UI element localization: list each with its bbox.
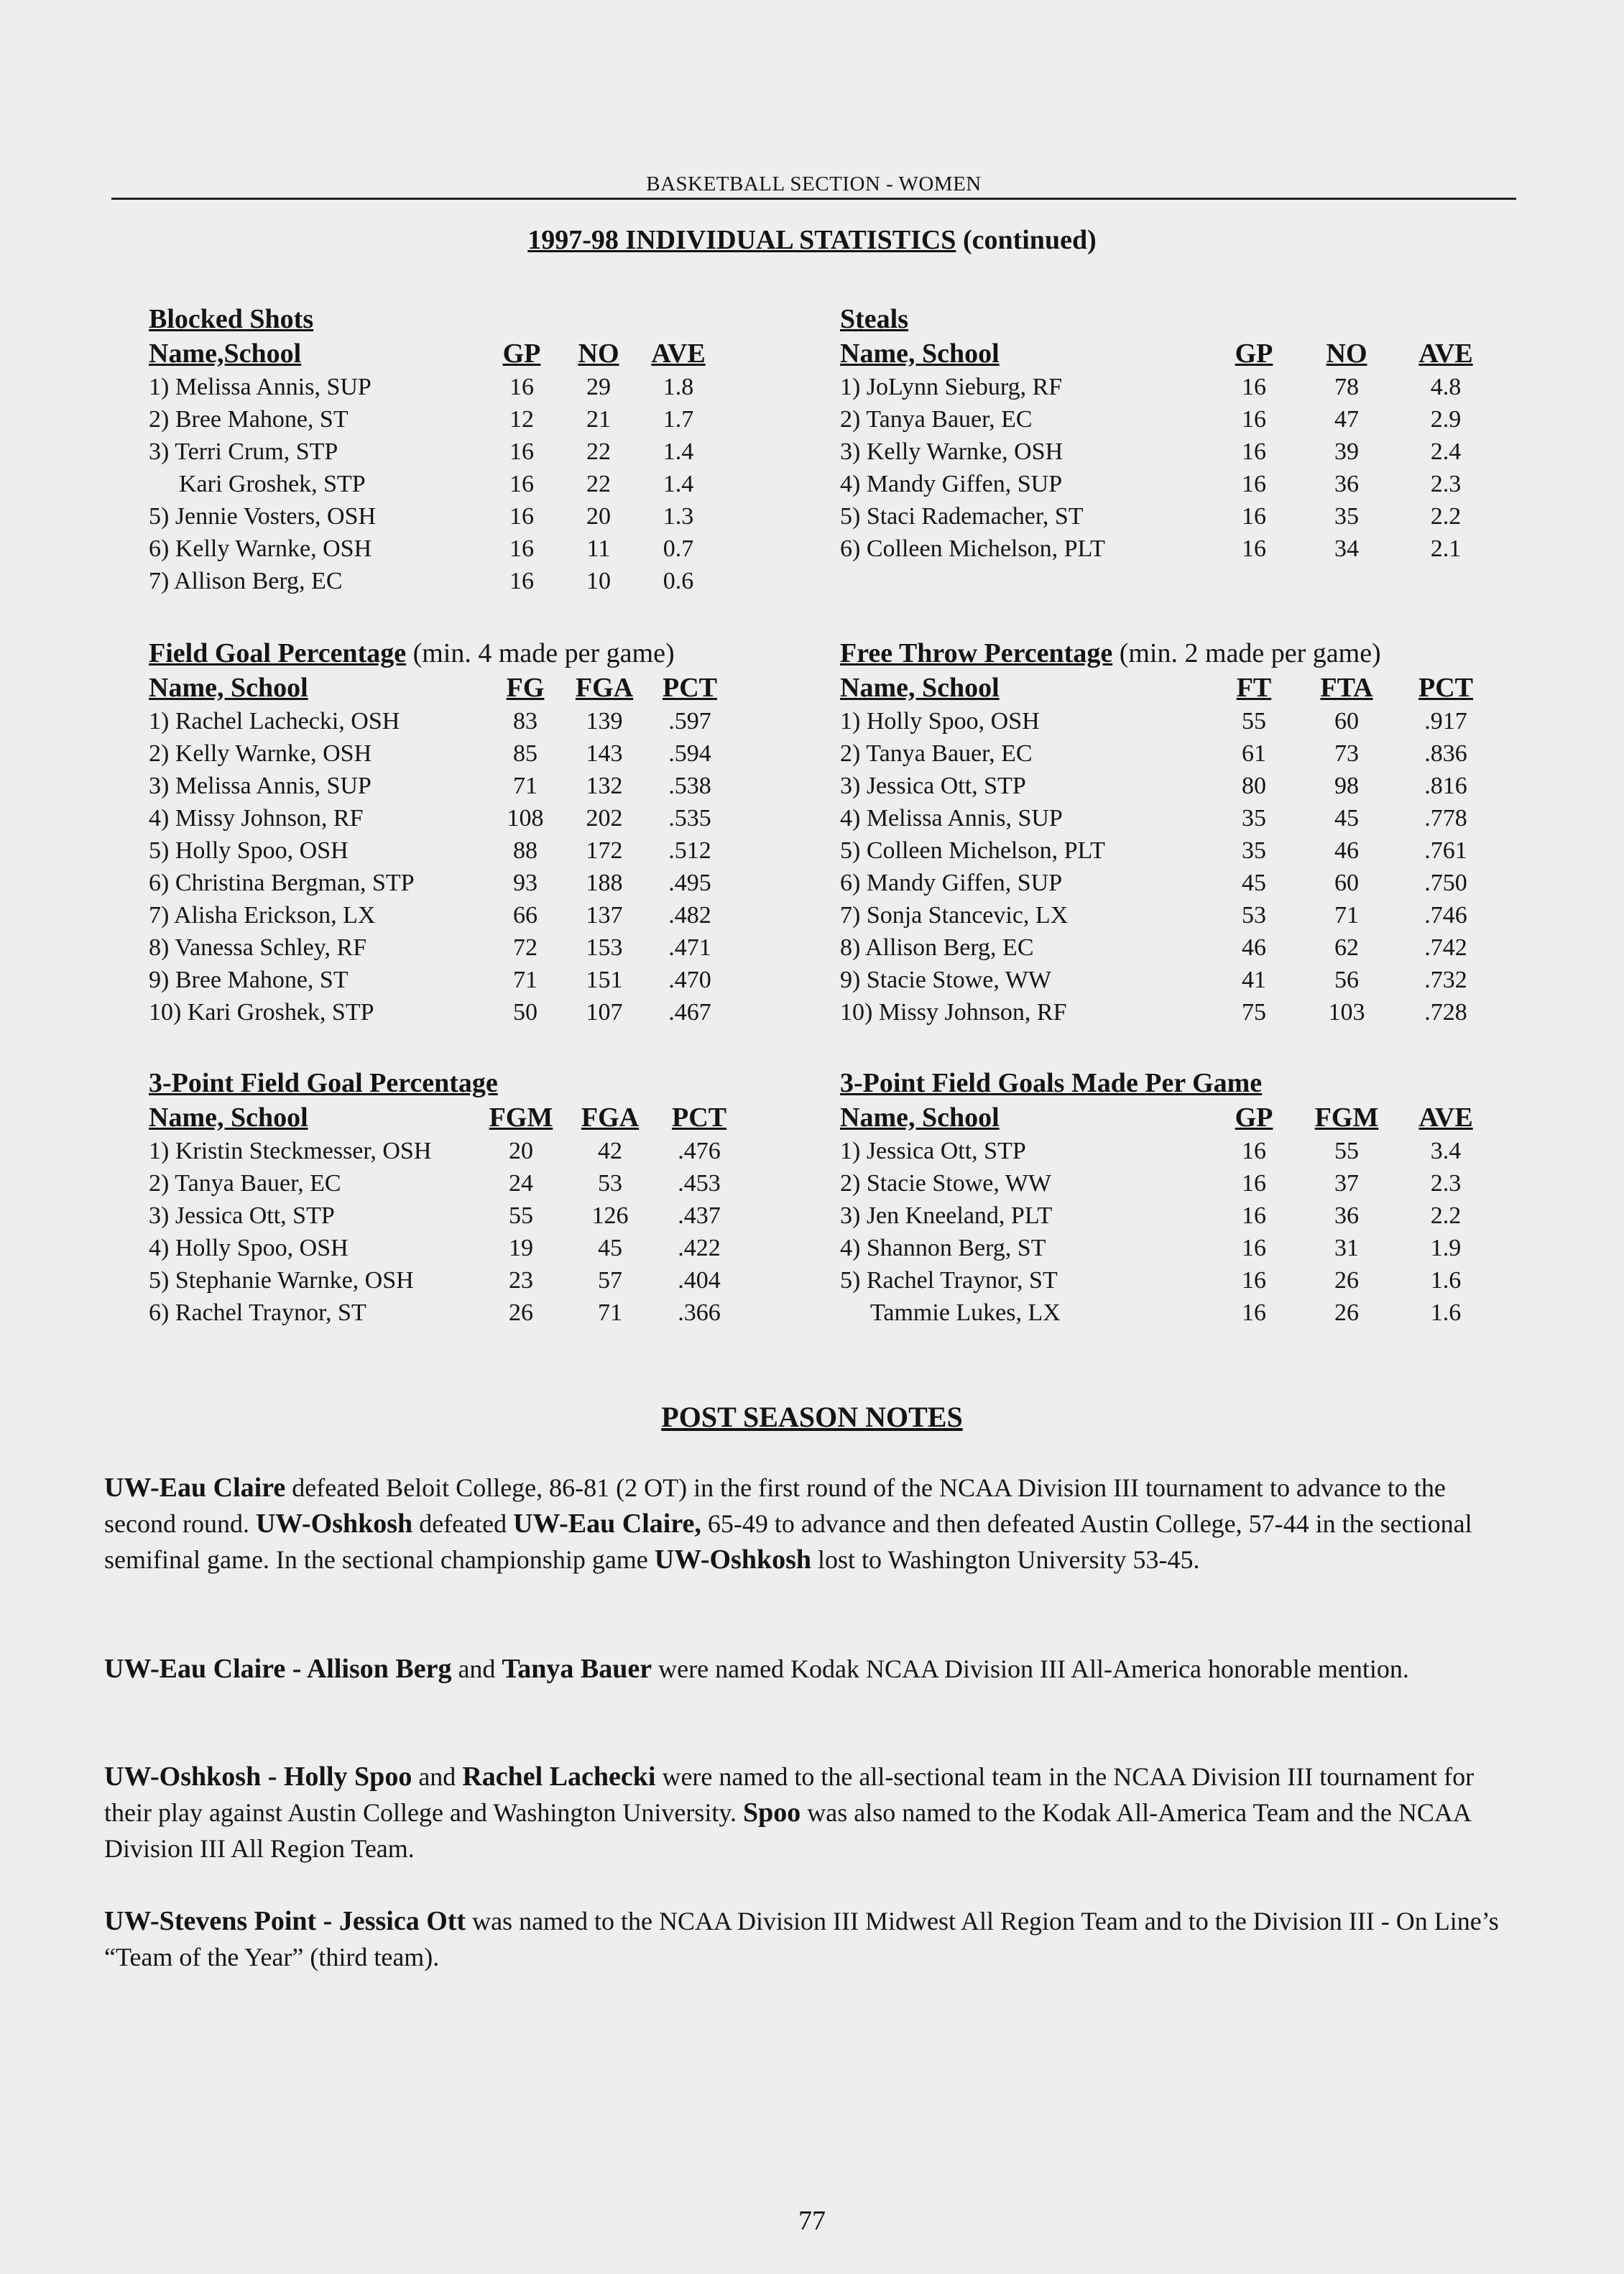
player-name-cell: 6) Rachel Traynor, ST [149,1299,366,1326]
post-season-note-4: UW-Stevens Point - Jessica Ott was named to the NCAA Division III Midwest All Region Team and to the Division III - On Line’s “Team of the Year” (third team). [104,1906,1499,1971]
stat-cell: 26 [1334,1267,1359,1294]
player-name-cell: 3) Jen Kneeland, PLT [840,1202,1053,1229]
player-name-cell: 6) Christina Bergman, STP [149,870,415,896]
stat-cell: 126 [591,1202,629,1229]
player-name-cell: 5) Colleen Michelson, PLT [840,837,1105,864]
stat-cell: 45 [1242,870,1266,896]
post-season-notes-title: POST SEASON NOTES [661,1401,963,1433]
stat-cell: 26 [509,1299,533,1326]
field-goal-pct-block [149,636,729,1028]
stat-cell: 37 [1334,1170,1359,1197]
table-row [840,1264,1492,1297]
stat-cell: .366 [678,1299,721,1326]
player-name-cell: 4) Holly Spoo, OSH [149,1235,349,1261]
stat-cell: 46 [1334,837,1359,864]
player-name-cell: 2) Tanya Bauer, EC [840,740,1033,767]
table-row [840,436,1492,468]
column-header: PCT [672,1103,726,1133]
table-row [149,867,729,899]
table-header-row [149,1100,742,1135]
table-row [149,1167,742,1200]
stat-cell: 20 [586,503,611,530]
stat-cell: 1.6 [1430,1267,1462,1294]
table-row [840,802,1492,834]
stat-cell: 29 [586,374,611,400]
column-header: FT [1236,673,1272,703]
stat-cell: .538 [668,773,711,799]
stat-cell: 3.4 [1430,1138,1462,1164]
table-row [149,1264,742,1297]
stat-cell: 16 [1242,535,1266,562]
table-row [149,565,718,597]
stat-cell: 16 [1242,1138,1266,1164]
stat-cell: 2.1 [1430,535,1462,562]
table-header-row [840,1100,1492,1135]
stat-cell: 24 [509,1170,533,1197]
player-name-cell: 8) Allison Berg, EC [840,934,1034,961]
stat-cell: 73 [1334,740,1359,767]
stat-cell: 16 [509,568,534,594]
column-header: FGA [575,673,634,703]
stat-cell: 66 [513,902,538,929]
table-row [149,1232,742,1264]
player-name-cell: Kari Groshek, STP [179,471,366,497]
stat-cell: .471 [668,934,711,961]
three-pt-made-title: 3-Point Field Goals Made Per Game [840,1068,1263,1098]
stat-cell: .742 [1424,934,1467,961]
stat-cell: 0.7 [663,535,694,562]
column-header: FGA [581,1103,640,1133]
stat-cell: 153 [586,934,623,961]
table-row [149,931,729,964]
stat-cell: 1.7 [663,406,694,433]
stat-cell: 172 [586,837,623,864]
stat-cell: 71 [513,967,538,993]
stat-cell: 35 [1242,805,1266,832]
stat-cell: 16 [1242,1299,1266,1326]
field-goal-pct-title: Field Goal Percentage (min. 4 made per game) [149,638,675,668]
stat-cell: 11 [586,535,611,562]
column-header: FGM [489,1103,553,1133]
table-row [149,802,729,834]
player-name-cell: 6) Mandy Giffen, SUP [840,870,1063,896]
stat-cell: 88 [513,837,538,864]
stat-cell: 22 [586,438,611,465]
stat-cell: 1.4 [663,438,694,465]
player-name-cell: 10) Missy Johnson, RF [840,999,1067,1026]
table-row [149,1297,742,1329]
column-header: Name, School [840,1103,1000,1133]
blocked-shots-title: Blocked Shots [149,304,314,334]
player-name-cell: 4) Melissa Annis, SUP [840,805,1063,832]
column-header: FTA [1320,673,1373,703]
page-title [0,224,1624,256]
player-name-cell: 1) Holly Spoo, OSH [840,708,1040,735]
stat-cell: 103 [1328,999,1365,1026]
stat-cell: 45 [1334,805,1359,832]
table-row [149,996,729,1028]
three-pt-pct-table [149,1100,742,1329]
stat-cell: 23 [509,1267,533,1294]
stat-cell: .594 [668,740,711,767]
column-header: PCT [1418,673,1473,703]
stat-cell: .836 [1424,740,1467,767]
blocked-shots-table [149,336,718,597]
player-name-cell: 3) Jessica Ott, STP [149,1202,335,1229]
player-name-cell: 2) Stacie Stowe, WW [840,1170,1051,1197]
table-row [840,533,1492,565]
stat-cell: 16 [1242,438,1266,465]
stat-cell: 72 [513,934,538,961]
stat-cell: 16 [1242,1267,1266,1294]
page-title-main: 1997-98 INDIVIDUAL STATISTICS [527,225,956,255]
table-row [840,403,1492,436]
player-name-cell: 6) Colleen Michelson, PLT [840,535,1105,562]
post-season-note-2: UW-Eau Claire - Allison Berg and Tanya Bauer were named Kodak NCAA Division III All-America honorable mention. [104,1654,1409,1684]
table-header-row [840,336,1492,371]
stat-cell: 0.6 [663,568,694,594]
stat-cell: 98 [1334,773,1359,799]
post-season-note-1: UW-Eau Claire defeated Beloit College, 86-81 (2 OT) in the first round of the NCAA Division III tournament to advance to the second round. UW-Oshkosh defeated UW-Eau Claire, 65-49 to advance and then defeated Austin College, 57-44 in the sectional semifinal game. In the sectional championship game UW-Oshkosh lost to Washington University 53-45. [104,1473,1472,1575]
player-name-cell: Tammie Lukes, LX [870,1299,1061,1326]
player-name-cell: 5) Staci Rademacher, ST [840,503,1084,530]
table-row [149,371,718,403]
stat-cell: 151 [586,967,623,993]
stat-cell: 71 [513,773,538,799]
stat-cell: 57 [598,1267,622,1294]
column-header: Name,School [149,339,302,369]
stat-cell: 137 [586,902,623,929]
stat-cell: 21 [586,406,611,433]
stat-cell: .495 [668,870,711,896]
column-header: AVE [1418,1103,1473,1133]
stat-cell: .761 [1424,837,1467,864]
player-name-cell: 5) Jennie Vosters, OSH [149,503,377,530]
stat-cell: 55 [1242,708,1266,735]
player-name-cell: 7) Alisha Erickson, LX [149,902,376,929]
stat-cell: 35 [1242,837,1266,864]
player-name-cell: 9) Bree Mahone, ST [149,967,349,993]
column-header: Name, School [149,673,308,703]
player-name-cell: 5) Stephanie Warnke, OSH [149,1267,414,1294]
stat-cell: 16 [1242,1170,1266,1197]
steals-title: Steals [840,304,908,334]
stat-cell: 80 [1242,773,1266,799]
three-pt-made-table [840,1100,1492,1329]
stat-cell: 36 [1334,471,1359,497]
stat-cell: 60 [1334,870,1359,896]
table-row [149,1200,742,1232]
stat-cell: .732 [1424,967,1467,993]
stat-cell: 132 [586,773,623,799]
stat-cell: 62 [1334,934,1359,961]
column-header: GP [1235,339,1273,369]
stat-cell: 16 [1242,374,1266,400]
stat-cell: 41 [1242,967,1266,993]
table-row [840,468,1492,500]
table-row [149,834,729,867]
stat-cell: .750 [1424,870,1467,896]
player-name-cell: 5) Rachel Traynor, ST [840,1267,1058,1294]
table-row [840,996,1492,1028]
player-name-cell: 3) Jessica Ott, STP [840,773,1026,799]
steals-block [840,302,1492,565]
player-name-cell: 10) Kari Groshek, STP [149,999,374,1026]
table-row [840,371,1492,403]
table-header-row [149,336,718,371]
player-name-cell: 3) Kelly Warnke, OSH [840,438,1064,465]
table-row [840,867,1492,899]
stat-cell: 108 [507,805,544,832]
stat-cell: 34 [1334,535,1359,562]
player-name-cell: 2) Kelly Warnke, OSH [149,740,372,767]
stat-cell: 2.2 [1430,503,1462,530]
stat-cell: 1.4 [663,471,694,497]
table-row [840,899,1492,931]
table-row [149,899,729,931]
stat-cell: .535 [668,805,711,832]
player-name-cell: 2) Bree Mahone, ST [149,406,349,433]
player-name-cell: 2) Tanya Bauer, EC [149,1170,341,1197]
table-row [149,468,718,500]
three-pt-pct-title: 3-Point Field Goal Percentage [149,1068,498,1098]
player-name-cell: 9) Stacie Stowe, WW [840,967,1051,993]
stat-cell: 55 [1334,1138,1359,1164]
column-header: NO [578,339,619,369]
column-header: Name, School [840,339,1000,369]
stat-cell: .816 [1424,773,1467,799]
table-header-row [840,671,1492,705]
player-name-cell: 1) Kristin Steckmesser, OSH [149,1138,432,1164]
player-name-cell: 6) Kelly Warnke, OSH [149,535,372,562]
table-row [840,931,1492,964]
stat-cell: 4.8 [1430,374,1462,400]
player-name-cell: 2) Tanya Bauer, EC [840,406,1033,433]
stat-cell: .482 [668,902,711,929]
table-row [840,737,1492,770]
three-pt-pct-block [149,1066,742,1329]
player-name-cell: 7) Allison Berg, EC [149,568,343,594]
stat-cell: 16 [1242,1235,1266,1261]
blocked-shots-block [149,302,718,597]
column-header: Name, School [840,673,1000,703]
stat-cell: .778 [1424,805,1467,832]
stat-cell: 31 [1334,1235,1359,1261]
stat-cell: 22 [586,471,611,497]
table-row [840,1297,1492,1329]
stat-cell: 45 [598,1235,622,1261]
table-row [149,705,729,737]
stat-cell: .404 [678,1267,721,1294]
table-row [840,964,1492,996]
player-name-cell: 1) Jessica Ott, STP [840,1138,1026,1164]
column-header: Name, School [149,1103,308,1133]
stat-cell: 188 [586,870,623,896]
column-header: AVE [651,339,706,369]
stat-cell: 16 [1242,503,1266,530]
table-row [840,770,1492,802]
stat-cell: .476 [678,1138,721,1164]
stat-cell: 71 [598,1299,622,1326]
player-name-cell: 1) Rachel Lachecki, OSH [149,708,400,735]
table-row [840,705,1492,737]
stat-cell: 36 [1334,1202,1359,1229]
column-header: NO [1326,339,1367,369]
stat-cell: 42 [598,1138,622,1164]
player-name-cell: 8) Vanessa Schley, RF [149,934,367,961]
stat-cell: 16 [509,471,534,497]
player-name-cell: 3) Melissa Annis, SUP [149,773,372,799]
stat-cell: 16 [509,438,534,465]
table-row [149,403,718,436]
stat-cell: .470 [668,967,711,993]
table-row [840,1232,1492,1264]
stat-cell: 20 [509,1138,533,1164]
field-goal-pct-table [149,671,729,1028]
stat-cell: 139 [586,708,623,735]
table-row [149,1135,742,1167]
stat-cell: 202 [586,805,623,832]
player-name-cell: 4) Shannon Berg, ST [840,1235,1046,1261]
stat-cell: 26 [1334,1299,1359,1326]
table-row [840,834,1492,867]
stat-cell: 71 [1334,902,1359,929]
column-header: FGM [1314,1103,1379,1133]
stat-cell: 35 [1334,503,1359,530]
stat-cell: 1.9 [1430,1235,1462,1261]
stat-cell: 16 [1242,406,1266,433]
table-row [149,533,718,565]
stat-cell: .467 [668,999,711,1026]
table-row [840,500,1492,533]
stat-cell: 2.3 [1430,471,1462,497]
player-name-cell: 4) Missy Johnson, RF [149,805,364,832]
stat-cell: 46 [1242,934,1266,961]
stat-cell: 60 [1334,708,1359,735]
stat-cell: 1.6 [1430,1299,1462,1326]
table-row [149,436,718,468]
stat-cell: 2.9 [1430,406,1462,433]
table-row [840,1135,1492,1167]
stat-cell: .453 [678,1170,721,1197]
stat-cell: .437 [678,1202,721,1229]
stat-cell: 2.4 [1430,438,1462,465]
stat-cell: .422 [678,1235,721,1261]
free-throw-pct-block [840,636,1492,1028]
stat-cell: 1.8 [663,374,694,400]
stat-cell: .728 [1424,999,1467,1026]
stat-cell: 12 [509,406,534,433]
stat-cell: 2.3 [1430,1170,1462,1197]
table-header-row [149,671,729,705]
column-header: FG [506,673,545,703]
stat-cell: 143 [586,740,623,767]
player-name-cell: 5) Holly Spoo, OSH [149,837,349,864]
free-throw-pct-title: Free Throw Percentage (min. 2 made per game) [840,638,1381,668]
player-name-cell: 1) JoLynn Sieburg, RF [840,374,1063,400]
table-row [149,500,718,533]
stat-cell: 107 [586,999,623,1026]
stat-cell: 53 [598,1170,622,1197]
player-name-cell: 4) Mandy Giffen, SUP [840,471,1063,497]
stat-cell: 16 [509,503,534,530]
column-header: AVE [1418,339,1473,369]
stat-cell: 1.3 [663,503,694,530]
stat-cell: 47 [1334,406,1359,433]
stat-cell: 39 [1334,438,1359,465]
stat-cell: 75 [1242,999,1266,1026]
player-name-cell: 7) Sonja Stancevic, LX [840,902,1069,929]
stat-cell: 93 [513,870,538,896]
stat-cell: 16 [509,535,534,562]
table-row [149,737,729,770]
stat-cell: .512 [668,837,711,864]
table-row [149,964,729,996]
section-header: BASKETBALL SECTION - WOMEN [111,172,1516,200]
stat-cell: 56 [1334,967,1359,993]
steals-table [840,336,1492,565]
column-header: GP [1235,1103,1273,1133]
stat-cell: .917 [1424,708,1467,735]
stat-cell: 16 [1242,471,1266,497]
player-name-cell: 3) Terri Crum, STP [149,438,338,465]
page-title-suffix: (continued) [956,225,1097,255]
free-throw-pct-table [840,671,1492,1028]
stat-cell: 2.2 [1430,1202,1462,1229]
stat-cell: 61 [1242,740,1266,767]
page-number: 77 [798,2206,826,2236]
stat-cell: 10 [586,568,611,594]
stat-cell: 16 [509,374,534,400]
player-name-cell: 1) Melissa Annis, SUP [149,374,372,400]
column-header: PCT [663,673,717,703]
stat-cell: .597 [668,708,711,735]
stat-cell: 16 [1242,1202,1266,1229]
stat-cell: 55 [509,1202,533,1229]
stat-cell: 78 [1334,374,1359,400]
stat-cell: 50 [513,999,538,1026]
stat-cell: 83 [513,708,538,735]
table-row [840,1167,1492,1200]
stat-cell: 19 [509,1235,533,1261]
table-row [840,1200,1492,1232]
table-row [149,770,729,802]
stat-cell: .746 [1424,902,1467,929]
three-pt-made-block [840,1066,1492,1329]
post-season-note-3: UW-Oshkosh - Holly Spoo and Rachel Lachecki were named to the all-sectional team in the NCAA Division III tournament for their play against Austin College and Washington University. Spoo was also named to the Kodak All-America Team and the NCAA Division III All Region Team. [104,1762,1475,1863]
stat-cell: 85 [513,740,538,767]
stat-cell: 53 [1242,902,1266,929]
column-header: GP [502,339,541,369]
